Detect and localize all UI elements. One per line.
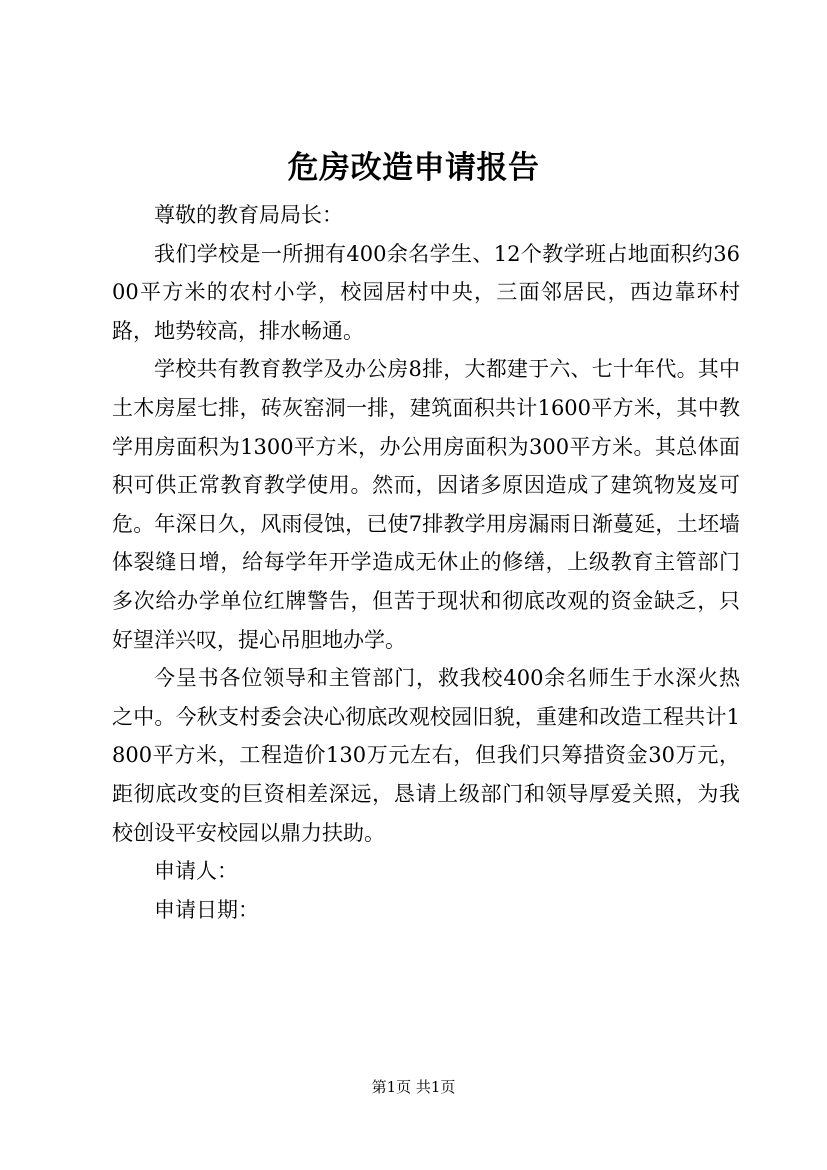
- date-label: 申请日期：: [154, 897, 259, 922]
- salutation: 尊敬的教育局局长：: [154, 203, 343, 227]
- page-footer: 第1页 共1页: [371, 1078, 456, 1096]
- document-title: 危房改造申请报告: [287, 150, 540, 186]
- paragraph-intro: 我们学校是一所拥有400余名学生、12个教学班占地面积约3600平方米的农村小学，校园居村中央，三面邻居民，西边靠环村路，地势较高，排水畅通。: [112, 241, 740, 343]
- applicant-label: 申请人：: [154, 859, 238, 884]
- paragraph-buildings: 学校共有教育教学及办公房8排，大都建于六、七十年代。其中土木房屋七排，砖灰窑洞一排，建筑面积共计1600平方米，其中教学用房面积为1300平方米，办公用房面积为300平方米。其总体面积可供正常教育教学使用。然而，因诸多原因造成了建筑物岌岌可危。年深日久，风雨侵蚀，已使7排教学用房漏雨日渐蔓延，土坯墙体裂缝日增，给每学年开学造成无休止的修缮，上级教育主管部门多次给办学单位红牌警告，但苦于现状和彻底改观的资金缺乏，只好望洋兴叹，提心吊胆地办学。: [112, 357, 740, 652]
- paragraph-request: 今呈书各位领导和主管部门，救我校400余名师生于水深火热之中。今秋支村委会决心彻底改观校园旧貌，重建和改造工程共计1800平方米，工程造价130万元左右，但我们只筹措资金30万元，距彻底改变的巨资相差深远，恳请上级部门和领导厚爱关照，为我校创设平安校园以鼎力扶助。: [112, 666, 740, 845]
- document-body: [112, 196, 740, 929]
